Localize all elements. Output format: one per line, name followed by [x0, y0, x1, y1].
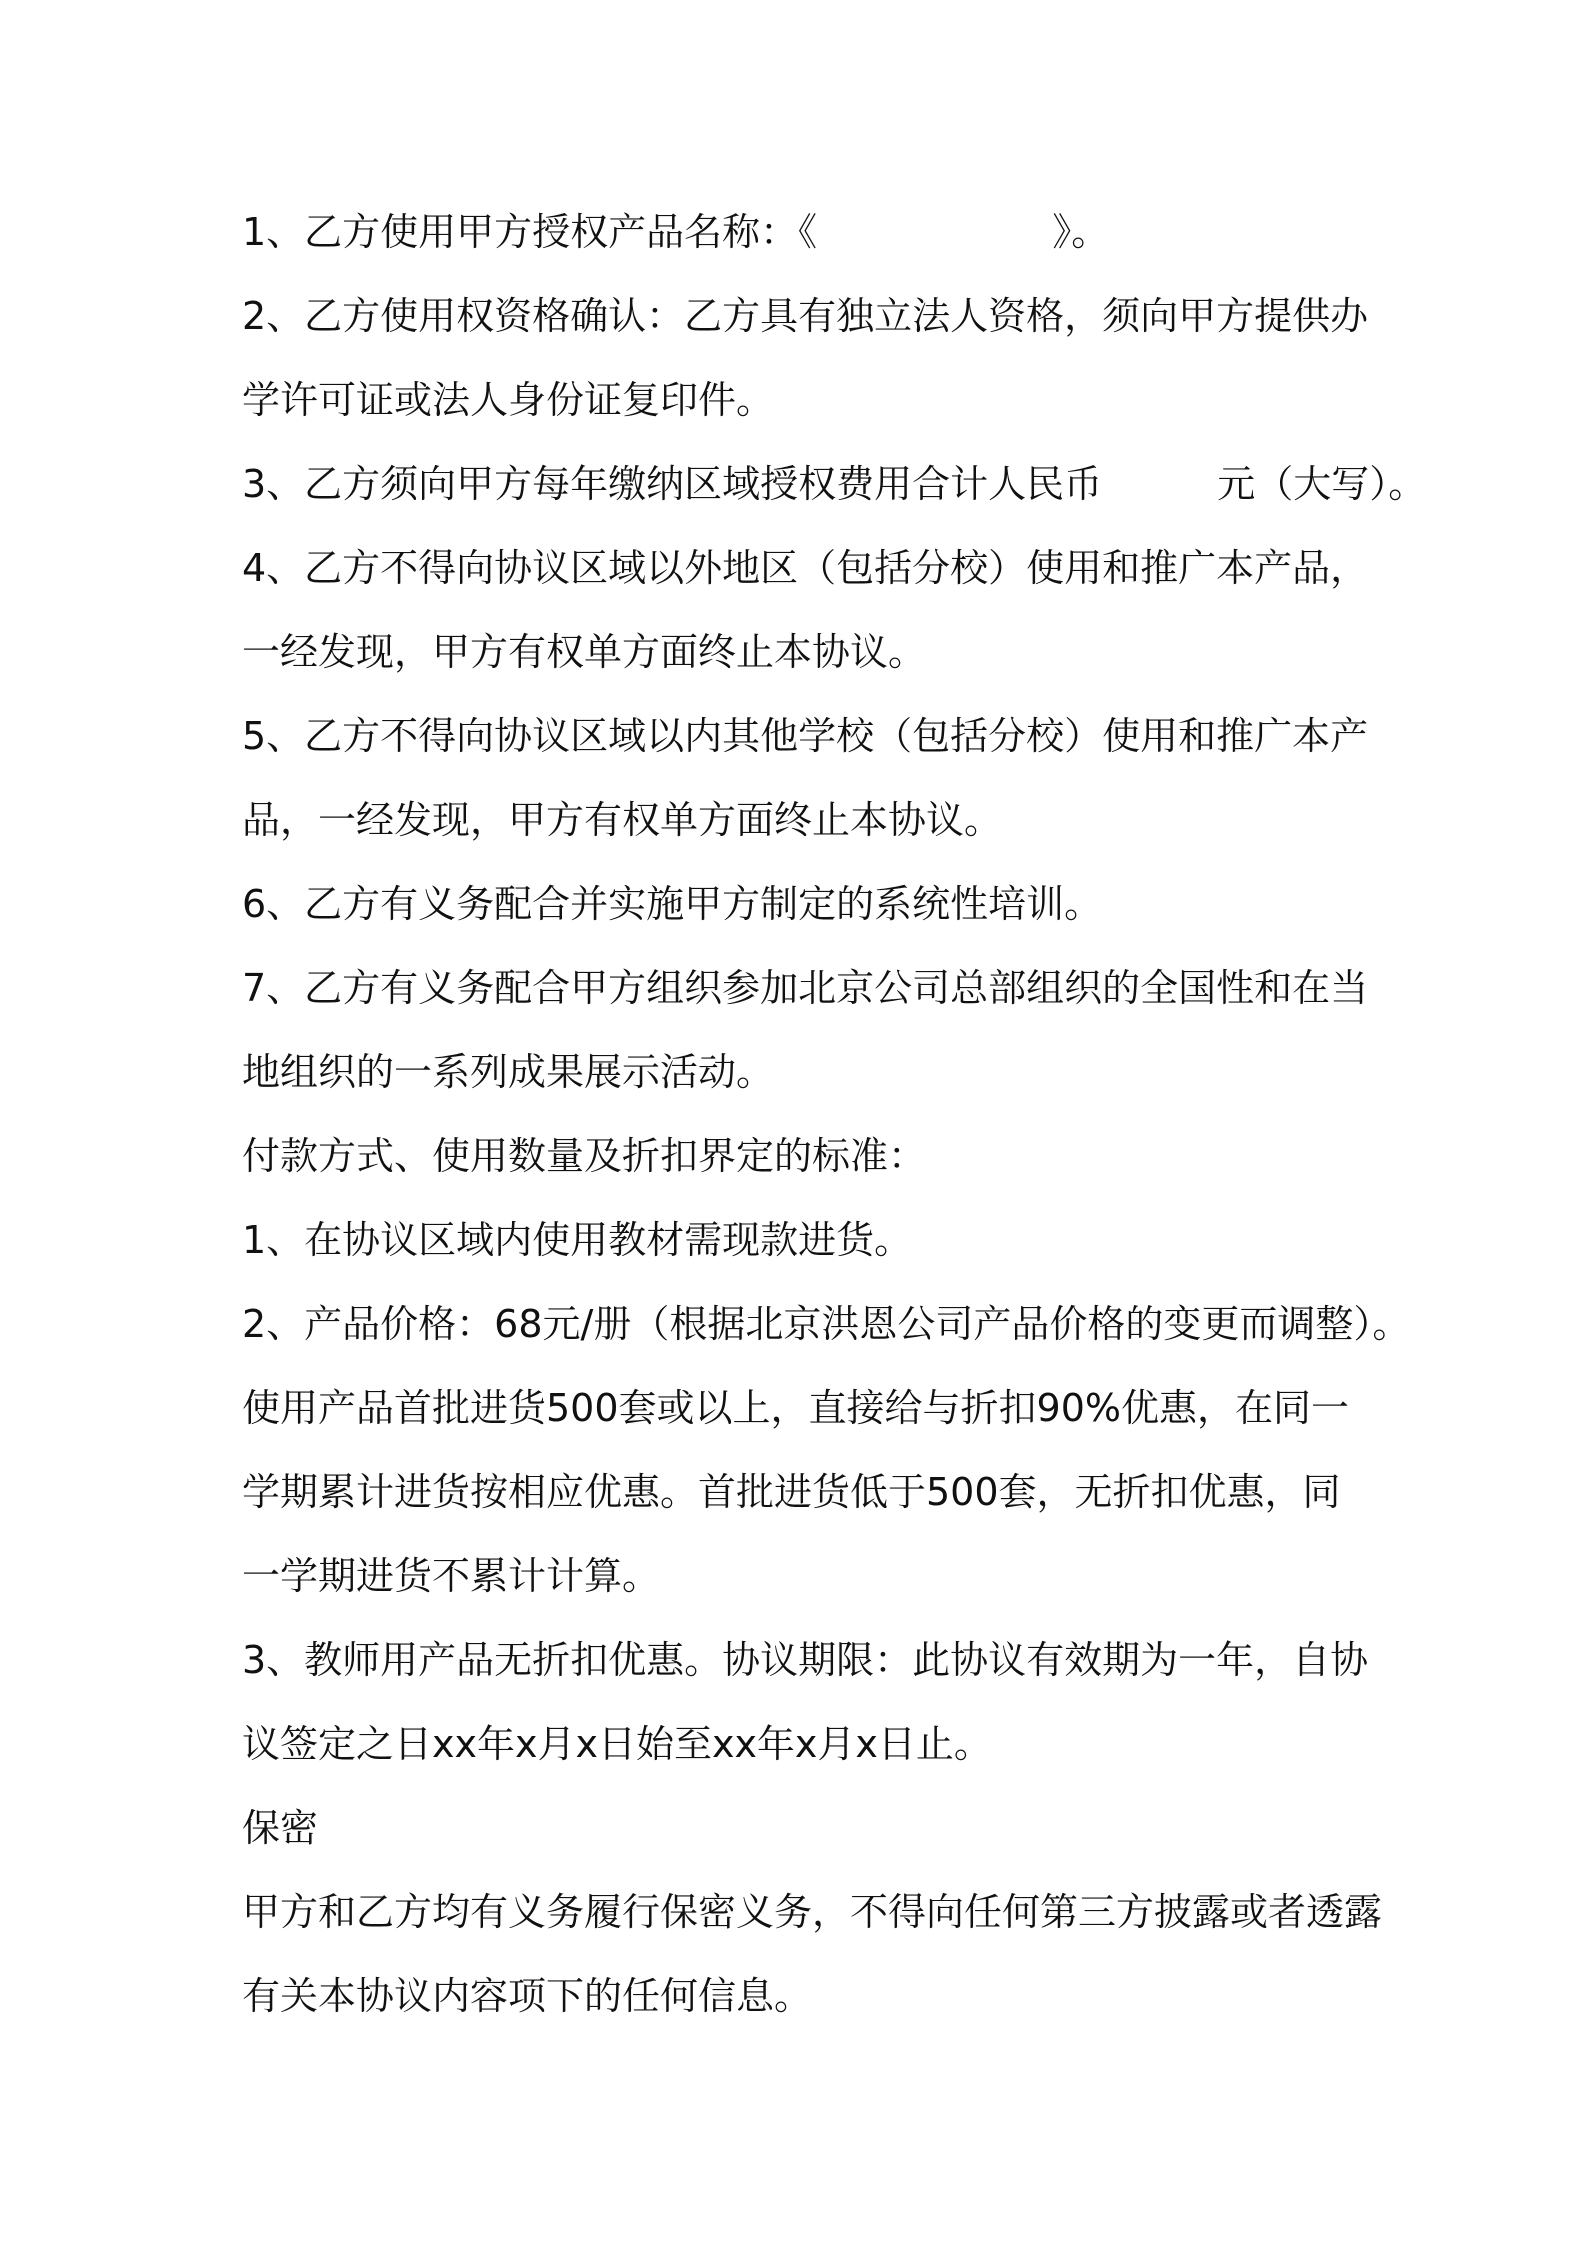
clause-outside-region: 4、乙方不得向协议区域以外地区（包括分校）使用和推广本产品， — [242, 546, 1369, 590]
clause-inside-region: 5、乙方不得向协议区域以内其他学校（包括分校）使用和推广本产 — [242, 714, 1369, 758]
payment-item-2: 2、产品价格：68元/册（根据北京洪恩公司产品价格的变更而调整）。 — [242, 1302, 1411, 1346]
confidentiality-text: 甲方和乙方均有义务履行保密义务，不得向任何第三方披露或者透露 — [242, 1890, 1383, 1934]
document-body — [242, 190, 1427, 2038]
clause-outside-region-cont: 一经发现，甲方有权单方面终止本协议。 — [242, 630, 927, 674]
payment-item-2-cont-1: 使用产品首批进货500套或以上，直接给与折扣90%优惠，在同一 — [242, 1386, 1349, 1430]
clause-activities: 7、乙方有义务配合甲方组织参加北京公司总部组织的全国性和在当 — [242, 966, 1369, 1010]
payment-item-2-cont-2: 学期累计进货按相应优惠。首批进货低于500套，无折扣优惠，同 — [242, 1470, 1341, 1514]
clause-product-name: 1、乙方使用甲方授权产品名称：《 》。 — [242, 210, 1110, 254]
payment-item-3: 3、教师用产品无折扣优惠。协议期限：此协议有效期为一年，自协 — [242, 1638, 1369, 1682]
clause-qualification-cont: 学许可证或法人身份证复印件。 — [242, 378, 775, 422]
payment-item-1: 1、在协议区域内使用教材需现款进货。 — [242, 1218, 913, 1262]
confidentiality-text-cont: 有关本协议内容项下的任何信息。 — [242, 1974, 813, 2018]
clause-training: 6、乙方有义务配合并实施甲方制定的系统性培训。 — [242, 882, 1103, 926]
clause-inside-region-cont: 品，一经发现，甲方有权单方面终止本协议。 — [242, 798, 1003, 842]
clause-activities-cont: 地组织的一系列成果展示活动。 — [242, 1050, 775, 1094]
clause-qualification: 2、乙方使用权资格确认：乙方具有独立法人资格，须向甲方提供办 — [242, 294, 1369, 338]
payment-item-2-cont-3: 一学期进货不累计计算。 — [242, 1554, 661, 1598]
section-heading-payment: 付款方式、使用数量及折扣界定的标准： — [242, 1134, 927, 1178]
payment-item-3-cont: 议签定之日xx年x月x日始至xx年x月x日止。 — [242, 1722, 992, 1766]
section-heading-confidentiality: 保密 — [242, 1806, 319, 1850]
clause-license-fee: 3、乙方须向甲方每年缴纳区域授权费用合计人民币 元（大写）。 — [242, 462, 1427, 506]
